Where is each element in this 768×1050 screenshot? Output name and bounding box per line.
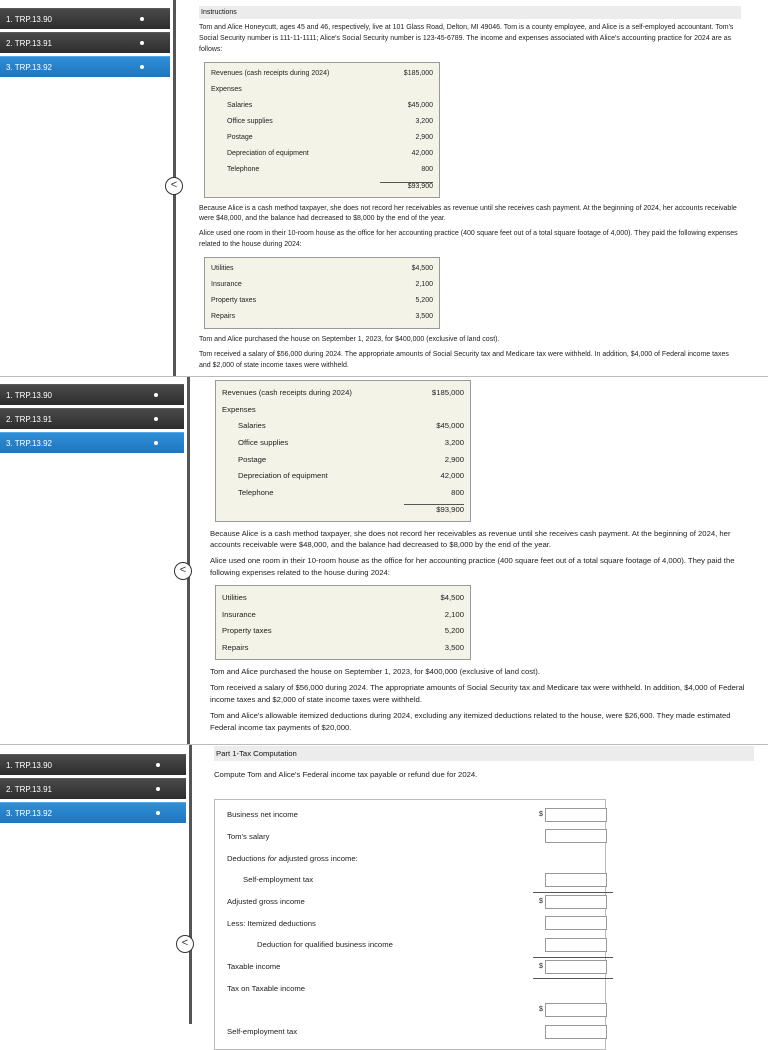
panel-divider[interactable]	[189, 745, 192, 1024]
row-label: Tax on Taxable income	[227, 983, 306, 993]
part1-content	[214, 745, 754, 1050]
receivables-paragraph: Because Alice is a cash method taxpayer, she does not record her receivables as revenue until she receives cash payment. At the beginning of 2024, her accounts receivable were $48,000, and the balance had decreased to $8,000 by the end of the year.	[210, 528, 731, 550]
part-prompt: Compute Tom and Alice's Federal income tax payable or refund due for 2024.	[214, 770, 478, 779]
tax-row-qbi-deduction	[223, 934, 605, 956]
row-label: Self-employment tax	[243, 875, 314, 885]
row-label: Business net income	[227, 810, 298, 820]
table-row	[222, 384, 464, 401]
receivables-paragraph: Because Alice is a cash method taxpayer, she does not record her receivables as revenue until she receives cash payment. At the beginning of 2024, her accounts receivable were $48,000, and the balance had decreased to $8,000 by the end of the year.	[199, 204, 737, 223]
expense-value: 800	[451, 487, 464, 497]
dollar-sign: $	[539, 898, 543, 906]
expense-label: Postage	[227, 134, 253, 142]
table-row	[211, 277, 433, 293]
instructions-content	[199, 0, 741, 375]
total-rule	[533, 892, 613, 893]
nav-list	[0, 377, 184, 453]
tax-row-itemized-deductions	[223, 912, 605, 934]
self-employment-tax-input[interactable]	[545, 1025, 607, 1039]
expense-label: Salaries	[238, 421, 266, 431]
nav-item-label: 1. TRP.13.90	[6, 761, 52, 770]
status-dot-icon	[156, 787, 160, 791]
chevron-left-icon: <	[179, 564, 187, 576]
taxable-income-input[interactable]	[545, 960, 607, 974]
house-expense-label: Property taxes	[211, 297, 257, 305]
purchase-paragraph: Tom and Alice purchased the house on September 1, 2023, for $400,000 (exclusive of land cost).	[199, 335, 500, 343]
status-dot-icon	[154, 417, 158, 421]
dollar-sign: $	[539, 1006, 543, 1014]
panel-3	[0, 745, 768, 1037]
practice-table	[204, 62, 440, 198]
nav-item-label: 2. TRP.13.91	[6, 415, 52, 424]
table-row	[211, 261, 433, 277]
expenses-total: $93,900	[380, 182, 433, 190]
expense-value: $45,000	[436, 421, 464, 431]
tax-row-self-employment-tax-deduction	[223, 869, 605, 891]
nav-item-label: 2. TRP.13.91	[6, 785, 52, 794]
house-expense-value: $4,500	[411, 265, 433, 273]
table-row	[222, 501, 464, 518]
nav-item-label: 3. TRP.13.92	[6, 63, 52, 72]
home-office-paragraph: Alice used one room in their 10-room house as the office for her accounting practice (400 square feet out of a total square footage of 4,000). They paid the following expenses related to the house during 2024:	[210, 556, 735, 578]
expense-value: 3,200	[415, 118, 433, 126]
status-dot-icon	[156, 763, 160, 767]
table-row	[222, 623, 464, 640]
nav-item-label: 3. TRP.13.92	[6, 809, 52, 818]
salary-paragraph: Tom received a salary of $56,000 during 2024. The appropriate amounts of Social Security tax and Medicare tax were withheld. In addition, $4,000 of Federal income taxes and $2,000 of state income taxes were withheld.	[210, 682, 745, 704]
nav-item-trp-13-92[interactable]	[0, 56, 170, 77]
nav-list	[0, 0, 170, 77]
panel-1	[0, 0, 768, 377]
house-expense-value: 5,200	[444, 626, 464, 636]
house-expense-label: Repairs	[222, 643, 249, 653]
expense-label: Telephone	[227, 166, 260, 174]
nav-item-label: 3. TRP.13.92	[6, 439, 52, 448]
part-title: Part 1-Tax Computation	[214, 746, 754, 761]
nav-item-trp-13-92[interactable]	[0, 802, 186, 823]
expense-value: 2,900	[444, 454, 464, 464]
expense-value: 42,000	[440, 471, 464, 481]
qbi-deduction-input[interactable]	[545, 938, 607, 952]
expense-label: Postage	[238, 454, 267, 464]
deductions-italic: for	[267, 853, 277, 863]
table-row	[222, 589, 464, 606]
tax-computation-form	[214, 799, 606, 1050]
dollar-sign: $	[539, 963, 543, 971]
nav-item-trp-13-92[interactable]	[0, 432, 184, 453]
expenses-label: Expenses	[211, 86, 242, 94]
home-office-paragraph: Alice used one room in their 10-room house as the office for her accounting practice (400 square feet out of a total square footage of 4,000). They paid the following expenses related to the house during 2024:	[199, 230, 738, 249]
table-row	[222, 451, 464, 468]
row-label: Deduction for qualified business income	[257, 940, 393, 950]
itemized-deductions-input[interactable]	[545, 916, 607, 930]
table-row	[211, 146, 433, 162]
house-expense-value: $4,500	[440, 593, 464, 603]
row-label	[227, 854, 358, 863]
salary-paragraph: Tom received a salary of $56,000 during 2024. The appropriate amounts of Social Security tax and Medicare tax were withheld. In addition, $4,000 of Federal income taxes and $2,000 of state income taxes were withheld.	[199, 350, 729, 369]
collapse-sidebar-button[interactable]	[174, 562, 192, 580]
nav-item-label: 2. TRP.13.91	[6, 39, 52, 48]
table-row	[222, 417, 464, 434]
table-row	[211, 309, 433, 325]
revenues-value: $185,000	[403, 70, 433, 78]
table-row	[222, 606, 464, 623]
itemized-paragraph: Tom and Alice's allowable itemized deductions during 2024, excluding any itemized deductions related to the house, were $26,600. They made estimated Federal income tax payments of $20,000.	[210, 710, 731, 732]
expense-value: 800	[421, 166, 433, 174]
nav-item-trp-13-90[interactable]	[0, 8, 170, 29]
table-row	[211, 98, 433, 114]
nav-list	[0, 745, 186, 823]
table-row	[211, 162, 433, 178]
nav-item-trp-13-91[interactable]	[0, 408, 184, 429]
house-expense-value: 3,500	[415, 313, 433, 321]
house-expense-value: 5,200	[415, 297, 433, 305]
house-expense-value: 2,100	[444, 609, 464, 619]
tax-row-deductions-for-agi	[223, 847, 605, 869]
nav-item-trp-13-90[interactable]	[0, 754, 186, 775]
status-dot-icon	[154, 393, 158, 397]
row-label: Adjusted gross income	[227, 897, 305, 907]
collapse-sidebar-button[interactable]	[165, 177, 183, 195]
row-label: Self-employment tax	[227, 1027, 298, 1037]
business-net-income-input[interactable]	[545, 808, 607, 822]
table-row	[211, 82, 433, 98]
sidebar	[0, 0, 170, 377]
tax-row-taxable-income	[223, 956, 605, 978]
tax-row-toms-salary	[223, 826, 605, 848]
house-expense-label: Insurance	[211, 281, 242, 289]
dollar-sign: $	[539, 811, 543, 819]
tax-row-tax-on-taxable-income	[223, 977, 605, 999]
expense-label: Office supplies	[238, 437, 289, 447]
tax-row-tax-amount	[223, 999, 605, 1021]
sidebar	[0, 745, 189, 1024]
house-expense-value: 2,100	[415, 281, 433, 289]
revenues-label: Revenues (cash receipts during 2024)	[222, 387, 352, 397]
expense-label: Telephone	[238, 487, 274, 497]
status-dot-icon	[140, 17, 144, 21]
house-expense-label: Utilities	[211, 265, 234, 273]
tax-row-business-net-income	[223, 804, 605, 826]
expense-label: Depreciation of equipment	[238, 471, 328, 481]
table-row	[211, 66, 433, 82]
house-expense-label: Utilities	[222, 593, 247, 603]
total-rule	[533, 957, 613, 958]
chevron-left-icon: <	[181, 937, 189, 949]
deductions-prefix: Deductions	[227, 853, 268, 863]
table-row	[222, 467, 464, 484]
expense-value: $45,000	[407, 102, 433, 110]
adjusted-gross-income-input[interactable]	[545, 895, 607, 909]
table-row	[211, 178, 433, 194]
table-row	[222, 434, 464, 451]
revenues-value: $185,000	[431, 387, 464, 397]
house-expense-label: Repairs	[211, 313, 236, 321]
house-expense-label: Property taxes	[222, 626, 272, 636]
table-row	[222, 484, 464, 501]
panel-divider[interactable]	[187, 377, 190, 745]
row-label: Taxable income	[227, 962, 281, 972]
nav-item-trp-13-90[interactable]	[0, 384, 184, 405]
expense-value: 3,200	[444, 437, 464, 447]
status-dot-icon	[156, 811, 160, 815]
status-dot-icon	[140, 41, 144, 45]
expenses-label: Expenses	[222, 404, 256, 414]
house-expenses-table	[204, 257, 440, 329]
house-expenses-table	[215, 585, 471, 660]
section-title: Instructions	[199, 6, 741, 19]
table-row	[222, 401, 464, 418]
self-employment-tax-deduction-input[interactable]	[545, 873, 607, 887]
toms-salary-input[interactable]	[545, 829, 607, 843]
instructions-content	[210, 377, 750, 738]
purchase-paragraph: Tom and Alice purchased the house on September 1, 2023, for $400,000 (exclusive of land cost).	[210, 667, 540, 676]
tax-row-self-employment-tax	[223, 1021, 605, 1043]
expense-label: Office supplies	[227, 118, 273, 126]
tax-row-adjusted-gross-income	[223, 891, 605, 913]
status-dot-icon	[154, 441, 158, 445]
nav-item-trp-13-91[interactable]	[0, 32, 170, 53]
tax-on-taxable-income-input[interactable]	[545, 1003, 607, 1017]
expense-value: 42,000	[411, 150, 433, 158]
house-expense-label: Insurance	[222, 609, 256, 619]
sidebar	[0, 377, 187, 745]
table-row	[211, 130, 433, 146]
expenses-total: $93,900	[404, 504, 464, 514]
panel-2	[0, 377, 768, 745]
table-row	[222, 639, 464, 656]
row-label: Tom's salary	[227, 831, 270, 841]
table-row	[211, 114, 433, 130]
expense-label: Salaries	[227, 102, 253, 110]
expense-label: Depreciation of equipment	[227, 150, 309, 158]
nav-item-label: 1. TRP.13.90	[6, 15, 52, 24]
intro-paragraph: Tom and Alice Honeycutt, ages 45 and 46, respectively, live at 101 Glass Road, Delton, MI 49046. Tom is a county employee, and Alice is a self-employed accountant. Tom's Social Security number is 111-11-1111; Alice's Social Security number is 123-45-6789. The income and expenses associated with Alice's accounting practice for 2024 are as follows:	[199, 24, 734, 53]
revenues-label: Revenues (cash receipts during 2024)	[211, 70, 330, 78]
nav-item-trp-13-91[interactable]	[0, 778, 186, 799]
table-row	[211, 293, 433, 309]
deductions-suffix: adjusted gross income:	[276, 853, 358, 863]
nav-item-label: 1. TRP.13.90	[6, 391, 52, 400]
status-dot-icon	[140, 65, 144, 69]
chevron-left-icon: <	[170, 179, 178, 191]
house-expense-value: 3,500	[444, 643, 464, 653]
expense-value: 2,900	[415, 134, 433, 142]
total-rule	[533, 978, 613, 979]
practice-table	[215, 380, 471, 522]
collapse-sidebar-button[interactable]	[176, 935, 194, 953]
row-label: Less: Itemized deductions	[227, 918, 316, 928]
